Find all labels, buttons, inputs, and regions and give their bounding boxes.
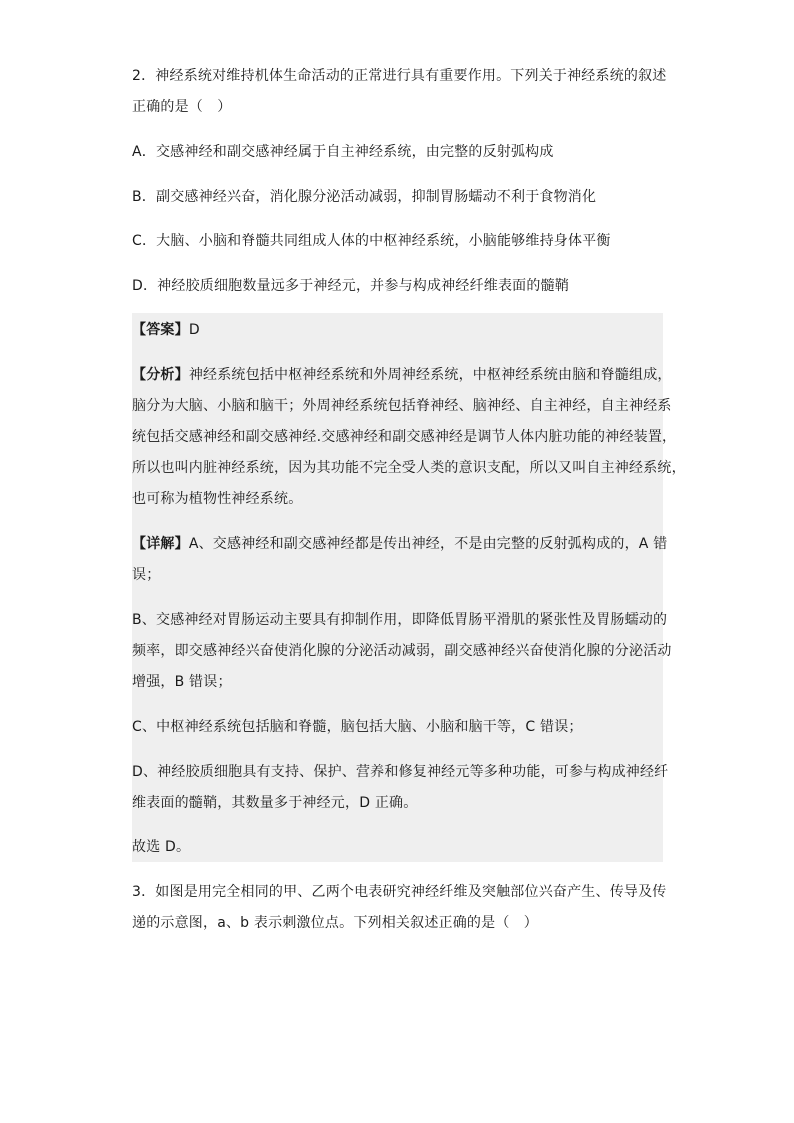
q2-option-c: C．大脑、小脑和脊髓共同组成人体的中枢神经系统，小脑能够维持身体平衡 <box>132 233 611 249</box>
q2-option-a: A．交感神经和副交感神经属于自主神经系统，由完整的反射弧构成 <box>132 144 554 160</box>
q2-stem-line-1: 2．神经系统对维持机体生命活动的正常进行具有重要作用。下列关于神经系统的叙述 <box>132 68 667 84</box>
detail-d-line-2: 维表面的髓鞘，其数量多于神经元，D 正确。 <box>132 795 418 811</box>
q3-stem-line-2: 递的示意图，a、b 表示刺激位点。下列相关叙述正确的是（ ） <box>132 915 538 931</box>
detail-label: 【详解】 <box>132 536 189 552</box>
detail-b-line-2: 频率，即交感神经兴奋使消化腺的分泌活动减弱，副交感神经兴奋使消化腺的分泌活动 <box>132 643 672 659</box>
detail-b-line-1: B、交感神经对胃肠运动主要具有抑制作用，即降低胃肠平滑肌的紧张性及胃肠蠕动的 <box>132 612 668 628</box>
answer-line <box>132 320 200 340</box>
analysis-line-5: 也可称为植物性神经系统。 <box>132 491 303 507</box>
detail-conclusion: 故选 D。 <box>132 839 191 855</box>
detail-a-line-1 <box>132 534 667 554</box>
q2-option-d: D．神经胶质细胞数量远多于神经元，并参与构成神经纤维表面的髓鞘 <box>132 278 569 294</box>
detail-c-line-1: C、中枢神经系统包括脑和脊髓，脑包括大脑、小脑和脑干等，C 错误； <box>132 719 583 735</box>
detail-a-text-1: A、交感神经和副交感神经都是传出神经，不是由完整的反射弧构成的，A 错 <box>188 536 668 552</box>
analysis-line-3: 统包括交感神经和副交感神经.交感神经和副交感神经是调节人体内脏功能的神经装置， <box>132 429 677 445</box>
detail-d-line-1: D、神经胶质细胞具有支持、保护、营养和修复神经元等多种功能，可参与构成神经纤 <box>132 764 669 780</box>
answer-label: 【答案】 <box>132 322 189 338</box>
analysis-label: 【分析】 <box>132 367 189 383</box>
detail-a-line-2: 误； <box>132 567 161 583</box>
analysis-text-1: 神经系统包括中枢神经系统和外周神经系统，中枢神经系统由脑和脊髓组成， <box>188 367 672 383</box>
detail-b-line-3: 增强，B 错误； <box>132 674 232 690</box>
analysis-line-4: 所以也叫内脏神经系统，因为其功能不完全受人类的意识支配，所以又叫自主神经系统， <box>132 460 686 476</box>
q2-option-b: B．副交感神经兴奋，消化腺分泌活动减弱，抑制胃肠蠕动不利于食物消化 <box>132 189 597 205</box>
answer-value: D <box>188 322 200 338</box>
q3-stem-line-1: 3．如图是用完全相同的甲、乙两个电表研究神经纤维及突触部位兴奋产生、传导及传 <box>132 884 667 900</box>
analysis-line-2: 脑分为大脑、小脑和脑干；外周神经系统包括脊神经、脑神经、自主神经，自主神经系 <box>132 398 672 414</box>
q2-stem-line-2: 正确的是（ ） <box>132 99 232 115</box>
analysis-line-1 <box>132 365 672 385</box>
